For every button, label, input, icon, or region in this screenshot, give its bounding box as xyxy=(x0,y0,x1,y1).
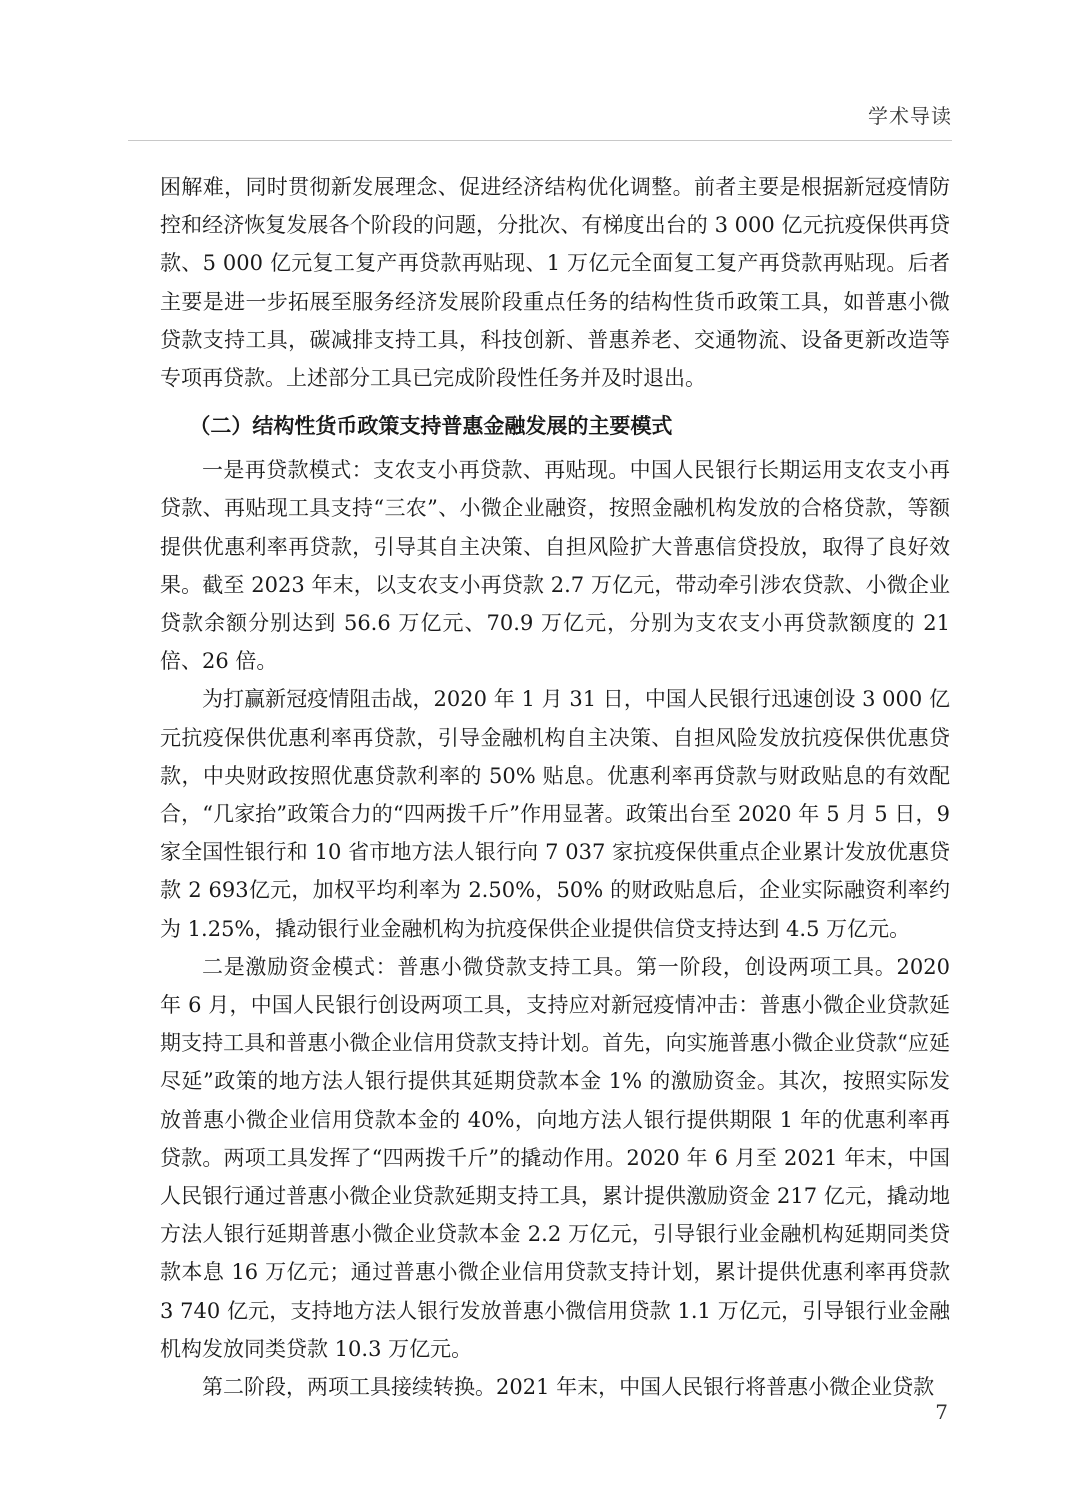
page-body xyxy=(160,168,950,1406)
section-heading: （二）结构性货币政策支持普惠金融发展的主要模式 xyxy=(189,414,673,439)
paragraph-pandemic-relending: 为打赢新冠疫情阻击战，2020 年 1 月 31 日，中国人民银行迅速创设 3 000 亿元抗疫保供优惠利率再贷款，引导金融机构自主决策、自担风险发放抗疫保供优惠贷款，中央财政按照优惠贷款利率的 50% 贴息。优惠利率再贷款与财政贴息的有效配合，“几家抬”政策合力的“四两拨千斤”作用显著。政策出台至 2020 年 5 月 5 日，9 家全国性银行和 10 省市地方法人银行向 7 037 家抗疫保供重点企业累计发放优惠贷款 2 693亿元，加权平均利率为 2.50%，50% 的财政贴息后，企业实际融资利率约为 1.25%，撬动银行业金融机构为抗疫保供企业提供信贷支持达到 4.5 万亿元。 xyxy=(160,687,950,941)
paragraph-second-stage: 第二阶段，两项工具接续转换。2021 年末，中国人民银行将普惠小微企业贷款 xyxy=(202,1375,935,1400)
paragraph-incentive-model: 二是激励资金模式：普惠小微贷款支持工具。第一阶段，创设两项工具。2020 年 6 月，中国人民银行创设两项工具，支持应对新冠疫情冲击：普惠小微企业贷款延期支持工具和普惠小微企业信用贷款支持计划。首先，向实施普惠小微企业贷款“应延尽延”政策的地方法人银行提供其延期贷款本金 1% 的激励资金。其次，按照实际发放普惠小微企业信用贷款本金的 40%，向地方法人银行提供期限 1 年的优惠利率再贷款。两项工具发挥了“四两拨千斤”的撬动作用。2020 年 6 月至 2021 年末，中国人民银行通过普惠小微企业贷款延期支持工具，累计提供激励资金 217 亿元，撬动地方法人银行延期普惠小微企业贷款本金 2.2 万亿元，引导银行业金融机构延期同类贷款本息 16 万亿元；通过普惠小微企业信用贷款支持计划，累计提供优惠利率再贷款 3 740 亿元，支持地方法人银行发放普惠小微信用贷款 1.1 万亿元，引导银行业金融机构发放同类贷款 10.3 万亿元。 xyxy=(160,954,950,1361)
running-header-title: 学术导读 xyxy=(868,104,952,128)
header-divider xyxy=(128,140,952,141)
paragraph-refinancing-model: 一是再贷款模式：支农支小再贷款、再贴现。中国人民银行长期运用支农支小再贷款、再贴现工具支持“三农”、小微企业融资，按照金融机构发放的合格贷款，等额提供优惠利率再贷款，引导其自主决策、自担风险扩大普惠信贷投放，取得了良好效果。截至 2023 年末，以支农支小再贷款 2.7 万亿元，带动牵引涉农贷款、小微企业贷款余额分别达到 56.6 万亿元、70.9 万亿元，分别为支农支小再贷款额度的 21 倍、26 倍。 xyxy=(160,458,950,674)
page-number: 7 xyxy=(935,1400,948,1424)
paragraph-continued: 困解难，同时贯彻新发展理念、促进经济结构优化调整。前者主要是根据新冠疫情防控和经济恢复发展各个阶段的问题，分批次、有梯度出台的 3 000 亿元抗疫保供再贷款、5 000 亿元复工复产再贷款再贴现、1 万亿元全面复工复产再贷款再贴现。后者主要是进一步拓展至服务经济发展阶段重点任务的结构性货币政策工具，如普惠小微贷款支持工具，碳减排支持工具，科技创新、普惠养老、交通物流、设备更新改造等专项再贷款。上述部分工具已完成阶段性任务并及时退出。 xyxy=(160,175,950,391)
